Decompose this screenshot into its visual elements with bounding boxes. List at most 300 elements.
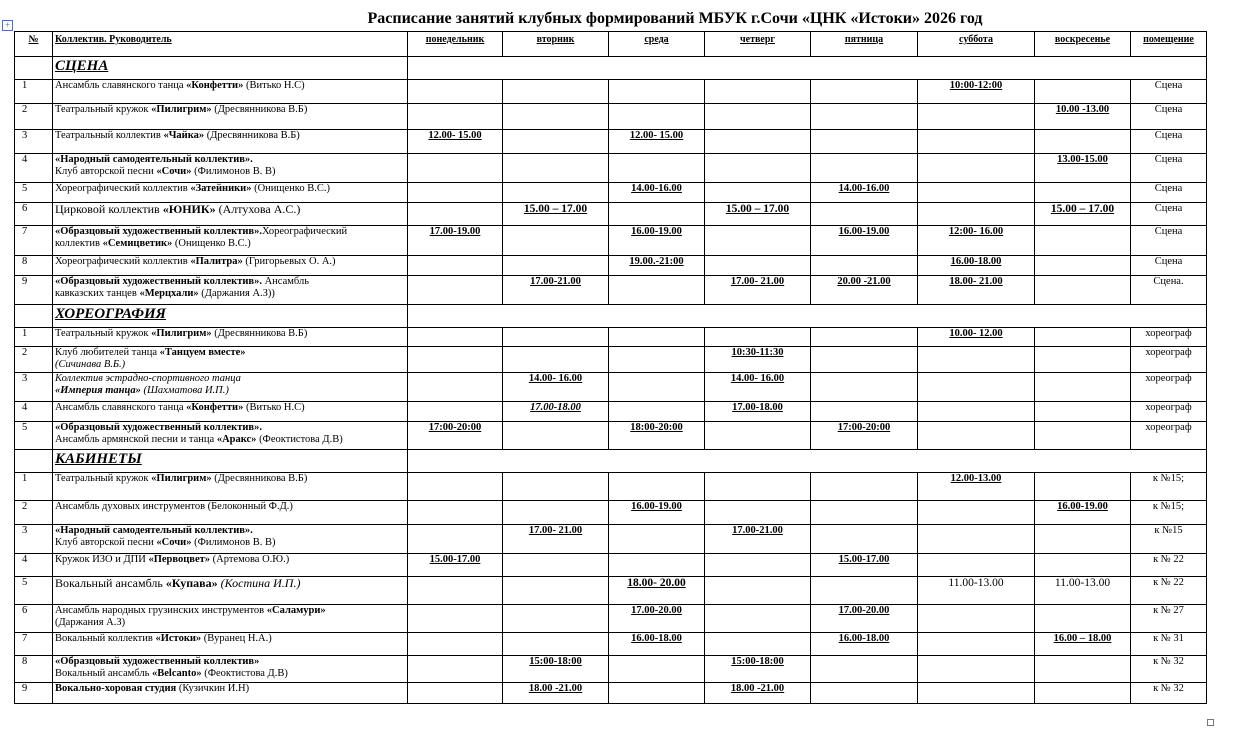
collective-name (53, 683, 408, 704)
name-segment: «Пилигрим» (151, 104, 212, 115)
collective-name (53, 104, 408, 130)
row-number: 7 (15, 226, 53, 256)
time-wednesday: 17.00-20.00 (609, 605, 705, 633)
time-friday (811, 256, 918, 276)
time-thursday (705, 130, 811, 154)
time-saturday (918, 605, 1035, 633)
schedule-body (15, 57, 1207, 704)
collective-name (53, 183, 408, 203)
section-num-cell (15, 305, 53, 328)
time-wednesday (609, 203, 705, 226)
time-wednesday: 18:00-20:00 (609, 422, 705, 450)
time-monday (408, 577, 503, 605)
time-friday (811, 203, 918, 226)
time-friday (811, 473, 918, 501)
section-row (15, 450, 1207, 473)
time-wednesday (609, 347, 705, 373)
table-row (15, 347, 1207, 373)
time-friday: 17:00-20:00 (811, 422, 918, 450)
collective-name (53, 402, 408, 422)
time-tuesday (503, 130, 609, 154)
name-segment: Театральный кружок (55, 473, 152, 484)
col-header-tuesday: вторник (503, 32, 609, 57)
collective-name (53, 422, 408, 450)
time-friday (811, 525, 918, 554)
time-tuesday (503, 347, 609, 373)
name-segment: «Танцуем вместе» (159, 347, 246, 358)
time-monday (408, 473, 503, 501)
name-segment: «Народный самодеятельный коллектив». (55, 154, 253, 165)
time-monday (408, 183, 503, 203)
table-row (15, 226, 1207, 256)
col-header-room: помещение (1131, 32, 1207, 57)
time-tuesday: 14.00- 16.00 (503, 373, 609, 402)
name-segment: «Первоцвет» (148, 554, 211, 565)
time-friday (811, 501, 918, 525)
name-segment: (Филимонов В. В) (191, 166, 276, 177)
name-segment: (Витько Н.С) (243, 80, 305, 91)
row-number: 1 (15, 473, 53, 501)
time-tuesday (503, 104, 609, 130)
time-wednesday (609, 473, 705, 501)
name-segment: «Чайка» (163, 130, 205, 141)
time-thursday (705, 328, 811, 347)
schedule-table (14, 31, 1207, 704)
row-number: 3 (15, 373, 53, 402)
name-segment: Вокально-хоровая студия (55, 683, 177, 694)
time-wednesday: 18.00- 20.00 (609, 577, 705, 605)
name-segment: Ансамбль духовых инструментов (Белоконный Ф.Д.) (55, 501, 293, 512)
row-number: 6 (15, 203, 53, 226)
time-saturday (918, 422, 1035, 450)
time-wednesday (609, 525, 705, 554)
time-friday: 16.00-18.00 (811, 633, 918, 656)
collective-name (53, 276, 408, 305)
name-segment: Хореографический коллектив (55, 183, 191, 194)
table-row (15, 80, 1207, 104)
collective-name (53, 501, 408, 525)
room-cell: Сцена (1131, 154, 1207, 183)
name-segment: (Алтухова А.С.) (215, 202, 301, 216)
time-wednesday (609, 402, 705, 422)
time-tuesday (503, 422, 609, 450)
col-header-collective: Коллектив. Руководитель (53, 32, 408, 57)
name-segment: (Филимонов В. В) (191, 537, 276, 548)
time-tuesday (503, 633, 609, 656)
name-segment: (Феоктистова Д.В) (256, 434, 343, 445)
name-segment: (Шахматова И.П.) (140, 385, 229, 396)
time-thursday: 10:30-11:30 (705, 347, 811, 373)
page-title: Расписание занятий клубных формирований МБУК г.Сочи «ЦНК «Истоки» 2026 год (367, 10, 983, 27)
time-saturday: 18.00- 21.00 (918, 276, 1035, 305)
name-segment: «Образцовый художественный коллектив». (55, 276, 262, 287)
time-thursday (705, 501, 811, 525)
time-sunday (1035, 276, 1131, 305)
time-monday (408, 373, 503, 402)
name-segment: «Пилигрим» (151, 328, 212, 339)
time-monday (408, 525, 503, 554)
time-friday (811, 656, 918, 683)
name-segment: Ансамбль армянской песни и танца (55, 434, 217, 445)
time-sunday (1035, 422, 1131, 450)
time-tuesday: 15.00 – 17.00 (503, 203, 609, 226)
table-row (15, 605, 1207, 633)
time-wednesday: 16.00-19.00 (609, 226, 705, 256)
time-wednesday (609, 656, 705, 683)
name-segment: Клуб авторской песни (55, 537, 157, 548)
name-segment: «Конфетти» (186, 402, 244, 413)
time-monday: 17.00-19.00 (408, 226, 503, 256)
time-friday (811, 154, 918, 183)
time-friday (811, 347, 918, 373)
time-saturday (918, 104, 1035, 130)
table-row (15, 501, 1207, 525)
name-segment: «Империя танца» (55, 385, 141, 396)
time-sunday (1035, 347, 1131, 373)
name-segment: (Вуранец Н.А.) (201, 633, 272, 644)
time-friday (811, 373, 918, 402)
name-segment: «Образцовый художественный коллектив». (55, 422, 262, 433)
name-segment: «Палитра» (190, 256, 243, 267)
time-thursday (705, 104, 811, 130)
row-number: 8 (15, 256, 53, 276)
time-wednesday (609, 154, 705, 183)
time-monday (408, 276, 503, 305)
section-row (15, 305, 1207, 328)
name-segment: Ансамбль народных грузинских инструментов (55, 605, 267, 616)
row-number: 2 (15, 347, 53, 373)
name-segment: Ансамбль (261, 276, 309, 287)
section-title: СЦЕНА (53, 57, 408, 80)
time-friday (811, 683, 918, 704)
row-number: 4 (15, 554, 53, 577)
collective-name (53, 605, 408, 633)
time-saturday: 12.00-13.00 (918, 473, 1035, 501)
time-monday (408, 633, 503, 656)
time-monday (408, 501, 503, 525)
time-monday (408, 328, 503, 347)
section-filler (408, 57, 1207, 80)
time-sunday (1035, 683, 1131, 704)
collective-name (53, 554, 408, 577)
time-sunday: 15.00 – 17.00 (1035, 203, 1131, 226)
row-number: 3 (15, 525, 53, 554)
time-sunday: 13.00-15.00 (1035, 154, 1131, 183)
collective-name (53, 577, 408, 605)
name-segment: (Дресвянникова В.Б) (211, 473, 308, 484)
name-segment: (Дресвянникова В.Б) (211, 328, 308, 339)
name-segment: Театральный кружок (55, 328, 152, 339)
row-number: 7 (15, 633, 53, 656)
time-wednesday: 19.00.-21:00 (609, 256, 705, 276)
name-segment: «Саламури» (266, 605, 326, 616)
room-cell: Сцена (1131, 226, 1207, 256)
collective-name (53, 633, 408, 656)
time-thursday: 14.00- 16.00 (705, 373, 811, 402)
row-number: 1 (15, 328, 53, 347)
row-number: 9 (15, 276, 53, 305)
table-resize-handle-icon[interactable] (1207, 719, 1214, 726)
time-saturday (918, 347, 1035, 373)
time-monday (408, 154, 503, 183)
collective-name (53, 373, 408, 402)
name-segment: «Пилигрим» (151, 473, 212, 484)
time-thursday (705, 554, 811, 577)
time-monday (408, 605, 503, 633)
name-segment: (Сичинава В.Б.) (55, 359, 126, 370)
time-saturday (918, 656, 1035, 683)
name-segment: Клуб любителей танца (55, 347, 160, 358)
time-sunday (1035, 656, 1131, 683)
table-row (15, 577, 1207, 605)
time-tuesday: 17.00- 21.00 (503, 525, 609, 554)
time-thursday: 15:00-18:00 (705, 656, 811, 683)
table-move-handle-icon[interactable]: + (2, 20, 13, 31)
time-monday: 12.00- 15.00 (408, 130, 503, 154)
name-segment: «Сочи» (156, 537, 192, 548)
room-cell: хореограф (1131, 402, 1207, 422)
name-segment: Хореографический (261, 226, 348, 237)
table-row (15, 373, 1207, 402)
row-number: 8 (15, 656, 53, 683)
name-segment: «Образцовый художественный коллектив» (55, 656, 260, 667)
time-saturday (918, 183, 1035, 203)
time-friday: 20.00 -21.00 (811, 276, 918, 305)
time-sunday: 11.00-13.00 (1035, 577, 1131, 605)
name-segment: (Витько Н.С) (243, 402, 305, 413)
time-sunday: 16.00 – 18.00 (1035, 633, 1131, 656)
name-segment: Вокальный коллектив (55, 633, 156, 644)
time-thursday (705, 154, 811, 183)
section-num-cell (15, 57, 53, 80)
time-friday: 15.00-17.00 (811, 554, 918, 577)
time-saturday (918, 154, 1035, 183)
collective-name (53, 80, 408, 104)
time-tuesday (503, 226, 609, 256)
time-thursday (705, 80, 811, 104)
time-sunday (1035, 183, 1131, 203)
table-row (15, 276, 1207, 305)
collective-name (53, 226, 408, 256)
time-saturday (918, 501, 1035, 525)
time-wednesday (609, 683, 705, 704)
col-header-num: № (15, 32, 53, 57)
row-number: 5 (15, 183, 53, 203)
name-segment: «Сочи» (156, 166, 192, 177)
room-cell: Сцена (1131, 183, 1207, 203)
time-saturday (918, 525, 1035, 554)
room-cell: к № 32 (1131, 656, 1207, 683)
col-header-wednesday: среда (609, 32, 705, 57)
time-monday (408, 80, 503, 104)
time-tuesday (503, 154, 609, 183)
name-segment: «Мерцхали» (139, 288, 199, 299)
name-segment: «ЮНИК» (162, 202, 216, 216)
collective-name (53, 656, 408, 683)
time-wednesday (609, 276, 705, 305)
col-header-friday: пятница (811, 32, 918, 57)
room-cell: к №15; (1131, 473, 1207, 501)
time-thursday (705, 577, 811, 605)
time-tuesday (503, 328, 609, 347)
time-monday (408, 402, 503, 422)
time-wednesday: 16.00-18.00 (609, 633, 705, 656)
name-segment: Вокальный ансамбль (55, 576, 166, 590)
name-segment: кавказских танцев (55, 288, 140, 299)
time-friday (811, 328, 918, 347)
time-monday (408, 104, 503, 130)
time-thursday (705, 473, 811, 501)
name-segment: Вокальный ансамбль (55, 668, 153, 679)
room-cell: к №15; (1131, 501, 1207, 525)
time-wednesday (609, 554, 705, 577)
time-monday: 17:00-20:00 (408, 422, 503, 450)
time-friday: 16.00-19.00 (811, 226, 918, 256)
time-friday (811, 402, 918, 422)
time-thursday: 18.00 -21.00 (705, 683, 811, 704)
time-saturday (918, 373, 1035, 402)
table-row (15, 154, 1207, 183)
time-thursday (705, 226, 811, 256)
room-cell: к №15 (1131, 525, 1207, 554)
collective-name (53, 203, 408, 226)
table-row (15, 633, 1207, 656)
time-tuesday (503, 501, 609, 525)
collective-name (53, 328, 408, 347)
name-segment: (Феоктистова Д.В) (201, 668, 288, 679)
time-sunday (1035, 605, 1131, 633)
col-header-saturday: суббота (918, 32, 1035, 57)
row-number: 1 (15, 80, 53, 104)
section-row (15, 57, 1207, 80)
row-number: 4 (15, 402, 53, 422)
room-cell: к № 31 (1131, 633, 1207, 656)
time-sunday (1035, 328, 1131, 347)
time-thursday (705, 605, 811, 633)
time-wednesday: 12.00- 15.00 (609, 130, 705, 154)
time-monday (408, 656, 503, 683)
time-friday (811, 577, 918, 605)
time-saturday: 12:00- 16.00 (918, 226, 1035, 256)
name-segment: Ансамбль славянского танца (55, 402, 187, 413)
table-row (15, 525, 1207, 554)
time-thursday: 17.00-18.00 (705, 402, 811, 422)
collective-name (53, 347, 408, 373)
time-thursday: 17.00-21.00 (705, 525, 811, 554)
table-row (15, 203, 1207, 226)
room-cell: Сцена (1131, 130, 1207, 154)
room-cell: Сцена. (1131, 276, 1207, 305)
time-saturday: 16.00-18.00 (918, 256, 1035, 276)
time-wednesday: 16.00-19.00 (609, 501, 705, 525)
time-thursday (705, 633, 811, 656)
name-segment: Хореографический коллектив (55, 256, 191, 267)
table-row (15, 256, 1207, 276)
time-friday: 14.00-16.00 (811, 183, 918, 203)
row-number: 2 (15, 501, 53, 525)
row-number: 2 (15, 104, 53, 130)
time-sunday (1035, 256, 1131, 276)
time-sunday (1035, 473, 1131, 501)
name-segment: «Образцовый художественный коллектив». (55, 226, 262, 237)
name-segment: (Артемова О.Ю.) (210, 554, 290, 565)
room-cell: к № 22 (1131, 554, 1207, 577)
row-number: 3 (15, 130, 53, 154)
time-wednesday (609, 104, 705, 130)
name-segment: (Костина И.П.) (217, 576, 301, 590)
table-row (15, 554, 1207, 577)
time-saturday (918, 203, 1035, 226)
time-sunday (1035, 80, 1131, 104)
row-number: 5 (15, 577, 53, 605)
time-friday (811, 80, 918, 104)
table-row (15, 328, 1207, 347)
time-sunday (1035, 554, 1131, 577)
time-sunday (1035, 373, 1131, 402)
time-tuesday (503, 605, 609, 633)
name-segment: (Онищенко В.С.) (172, 238, 251, 249)
collective-name (53, 473, 408, 501)
name-segment: Кружок ИЗО и ДПИ (55, 554, 149, 565)
time-saturday (918, 554, 1035, 577)
room-cell: Сцена (1131, 203, 1207, 226)
row-number: 6 (15, 605, 53, 633)
time-friday: 17.00-20.00 (811, 605, 918, 633)
room-cell: к № 32 (1131, 683, 1207, 704)
name-segment: (Онищенко В.С.) (251, 183, 330, 194)
time-tuesday (503, 256, 609, 276)
time-sunday: 16.00-19.00 (1035, 501, 1131, 525)
table-row (15, 656, 1207, 683)
time-saturday: 10:00-12:00 (918, 80, 1035, 104)
time-wednesday (609, 328, 705, 347)
col-header-sunday: воскресенье (1035, 32, 1131, 57)
time-monday: 15.00-17.00 (408, 554, 503, 577)
row-number: 5 (15, 422, 53, 450)
col-header-thursday: четверг (705, 32, 811, 57)
name-segment: (Даржания А.З)) (198, 288, 275, 299)
room-cell: хореограф (1131, 373, 1207, 402)
room-cell: Сцена (1131, 104, 1207, 130)
collective-name (53, 256, 408, 276)
time-tuesday (503, 473, 609, 501)
time-saturday (918, 130, 1035, 154)
time-tuesday (503, 577, 609, 605)
name-segment: Коллектив эстрадно-спортивного танца (55, 373, 241, 384)
name-segment: «Семицветик» (102, 238, 173, 249)
time-thursday (705, 183, 811, 203)
table-row (15, 683, 1207, 704)
room-cell: хореограф (1131, 328, 1207, 347)
time-monday (408, 203, 503, 226)
collective-name (53, 154, 408, 183)
time-tuesday: 17.00-18.00 (503, 402, 609, 422)
time-tuesday: 17.00-21.00 (503, 276, 609, 305)
time-thursday: 17.00- 21.00 (705, 276, 811, 305)
time-sunday (1035, 525, 1131, 554)
time-sunday (1035, 226, 1131, 256)
time-saturday: 11.00-13.00 (918, 577, 1035, 605)
time-thursday (705, 422, 811, 450)
room-cell: Сцена (1131, 80, 1207, 104)
row-number: 9 (15, 683, 53, 704)
time-sunday (1035, 402, 1131, 422)
time-thursday: 15.00 – 17.00 (705, 203, 811, 226)
time-saturday (918, 633, 1035, 656)
time-saturday (918, 683, 1035, 704)
name-segment: Театральный кружок (55, 104, 152, 115)
table-row (15, 473, 1207, 501)
